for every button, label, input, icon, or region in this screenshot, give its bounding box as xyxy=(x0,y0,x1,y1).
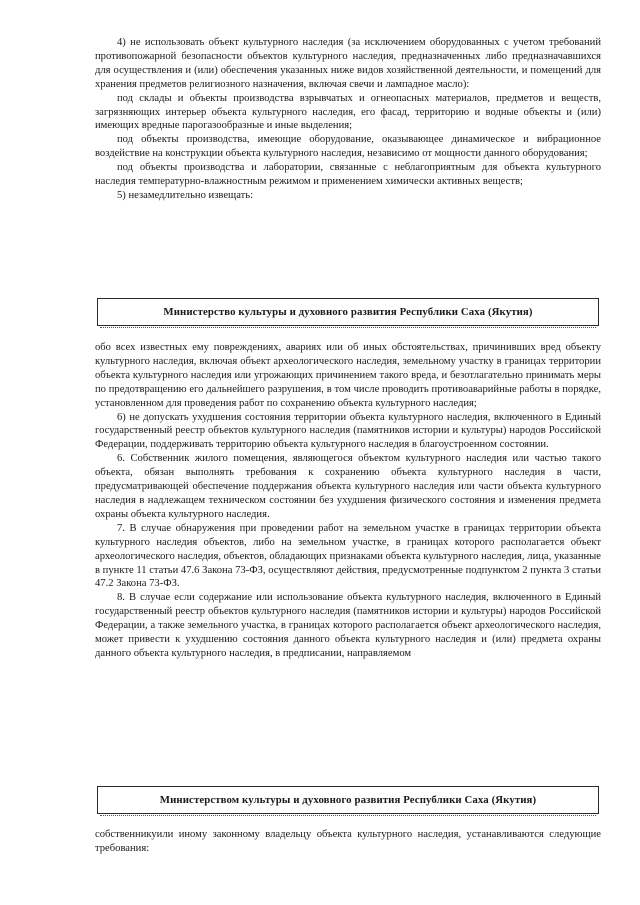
paragraph-item-5: 5) незамедлительно извещать: xyxy=(117,189,254,201)
paragraph-laboratories: под объекты производства и лаборатории, связанные с неблагоприятным для объекта культурного наследия температурно-влажностным режимом и применением химически активных веществ; xyxy=(95,162,601,188)
paragraph-clause-6: 6. Собственник жилого помещения, являющегося объектом культурного наследия или частью такого объекта, обязан выполнять требования к сохранению объекта культурного наследия в части, предусматривающей обеспечение поддержания объекта культурного наследия или части объекта культурного наследия в надлежащем техническом состоянии без ухудшения физического состояния и изменения предмета охраны объекта культурного наследия. xyxy=(95,453,601,520)
paragraph-production-equipment: под объекты производства, имеющие оборудование, оказывающее динамическое и вибрационное воздействие на конструкции объекта культурного наследия, независимо от мощности данного оборудования; xyxy=(95,134,601,160)
paragraph-requirements: собственникуили иному законному владельцу объекта культурного наследия, устанавливаются следующие требования: xyxy=(95,829,601,854)
section-bottom xyxy=(95,828,601,856)
paragraph-item-6-territory: 6) не допускать ухудшения состояния территории объекта культурного наследия, включенного в Единый государственный реестр объектов культурного наследия (памятников истории и культуры) народов Российской Федерации, поддерживать территорию объекта культурного наследия в благоустроенном состоянии. xyxy=(95,411,601,451)
ministry-box-1 xyxy=(97,298,599,326)
section-top xyxy=(95,36,601,203)
paragraph-warehouses: под склады и объекты производства взрывчатых и огнеопасных материалов, предметов и веществ, загрязняющих интерьер объекта культурного наследия, его фасад, территорию и водные объекты и (или) имеющих вредные парогазообразные и иные выделения; xyxy=(95,92,601,132)
ministry-box-2-label: Министерством культуры и духовного развития Республики Саха (Якутия) xyxy=(159,794,537,806)
ministry-box-1-label: Министерство культуры и духовного развития Республики Саха (Якутия) xyxy=(163,306,533,318)
paragraph-item-4: 4) не использовать объект культурного наследия (за исключением оборудованных с учетом требований противопожарной безопасности объектов культурного наследия, предназначенных либо предназначавшихся для осуществления и (или) обеспечения указанных ниже видов хозяйственной деятельности, и помещений для хранения предметов религиозного назначения, включая свечи и лампадное масло): xyxy=(95,37,601,90)
paragraph-clause-8: 8. В случае если содержание или использование объекта культурного наследия, включенного в Единый государственный реестр объектов культурного наследия (памятников истории и культуры) народов Российской Федерации, а также земельного участка, в границах которого располагается объект археологического наследия, может привести к ухудшению состояния данного объекта культурного наследия и (или) предмета охраны данного объекта культурного наследия, в предписании, направляемом xyxy=(95,592,601,659)
ministry-box-2 xyxy=(97,786,599,814)
paragraph-notify-damage: обо всех известных ему повреждениях, авариях или об иных обстоятельствах, причинивших вред объекту культурного наследия, включая объект археологического наследия, земельному участку в границах территории объекта культурного наследия или угрожающих причинением такого вреда, и безотлагательно принимать меры по предотвращению его дальнейшего разрушения, в том числе проводить противоаварийные работы в порядке, установленном для проведения работ по сохранению объекта культурного наследия; xyxy=(95,342,601,409)
section-middle xyxy=(95,341,601,661)
paragraph-clause-7: 7. В случае обнаружения при проведении работ на земельном участке в границах территории объекта культурного наследия объектов, либо на земельном участке, в границах которого располагается объект археологического наследия, объектов, обладающих признаками объекта культурного наследия, лица, указанные в пункте 11 статьи 47.6 Закона 73-ФЗ, осуществляют действия, предусмотренные подпунктом 2 пункта 3 статьи 47.2 Закона 73-ФЗ. xyxy=(95,522,601,590)
